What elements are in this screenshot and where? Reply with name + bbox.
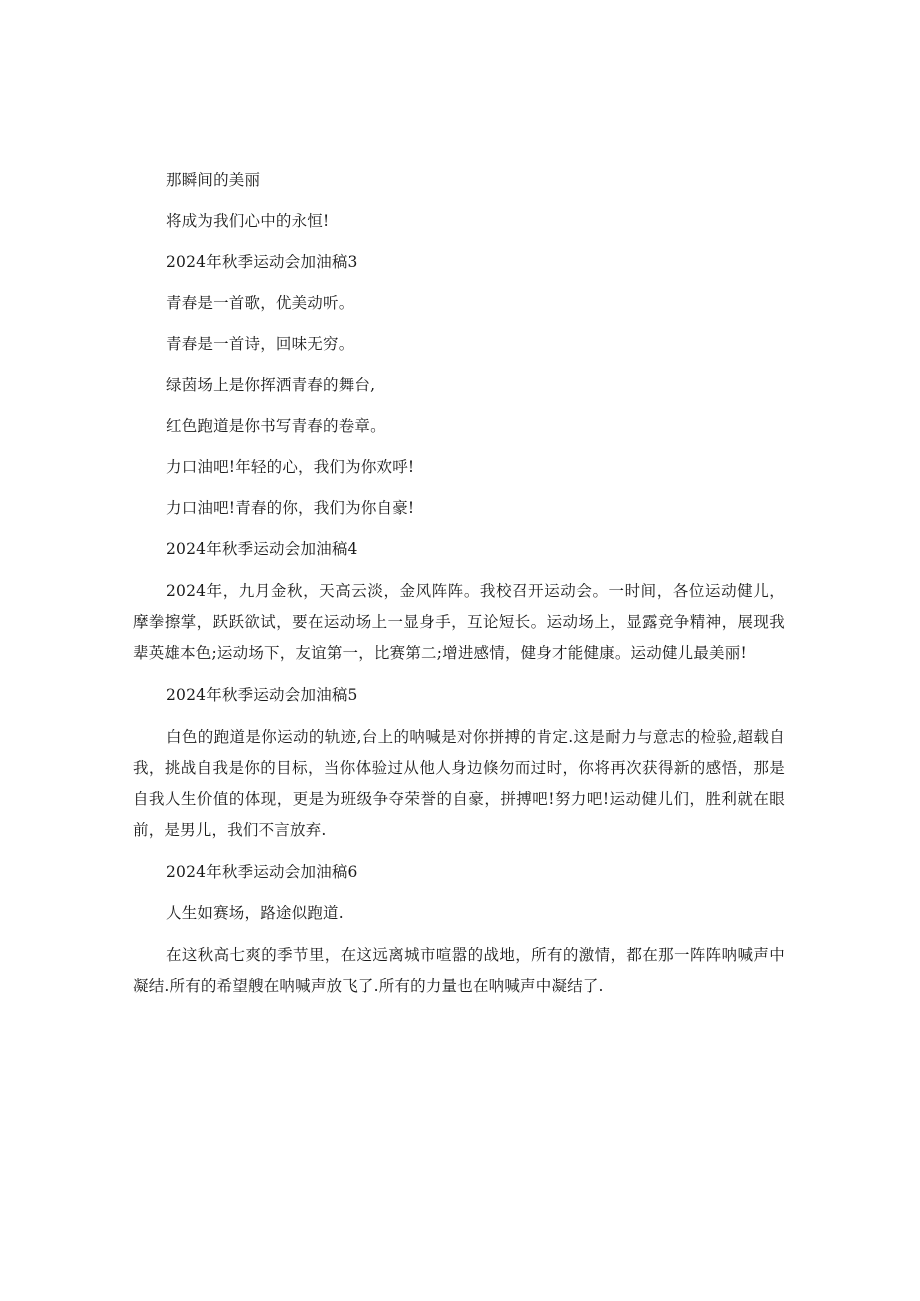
text-line: 力口油吧!年轻的心，我们为你欢呼!	[166, 458, 415, 476]
paragraph: 2024年，九月金秋，天高云淡，金风阵阵。我校召开运动会。一时间，各位运动健儿，摩拳擦掌，跃跃欲试，要在运动场上一显身手，互论短长。运动场上，显露竞争精神，展现我辈英雄本色;运动场下，友谊第一，比赛第二;增进感情，健身才能健康。运动健儿最美丽!	[133, 582, 785, 662]
text-line: 力口油吧!青春的你，我们为你自豪!	[166, 499, 415, 517]
section-heading: 2024年秋季运动会加油稿3	[166, 253, 358, 271]
section-heading: 2024年秋季运动会加油稿6	[166, 863, 358, 881]
paragraph: 在这秋高七爽的季节里，在这远离城市喧嚣的战地，所有的激情，都在那一阵阵呐喊声中凝结.所有的希望艘在呐喊声放飞了.所有的力量也在呐喊声中凝结了.	[133, 946, 785, 995]
paragraph: 白色的跑道是你运动的轨迹,台上的呐喊是对你拼搏的肯定.这是耐力与意志的检验,超载自我，挑战自我是你的目标，当你体验过从他人身边倏勿而过时，你将再次获得新的感悟，那是自我人生价值的体现，更是为班级争夺荣誉的自豪，拼搏吧!努力吧!运动健儿们，胜利就在眼前，是男儿，我们不言放弃.	[133, 728, 785, 839]
text-line: 青春是一首歌，优美动听。	[166, 294, 355, 312]
text-line: 青春是一首诗，回味无穷。	[166, 335, 355, 353]
text-line: 将成为我们心中的永恒!	[166, 212, 330, 230]
section-heading: 2024年秋季运动会加油稿4	[166, 540, 358, 558]
text-line: 人生如赛场，路途似跑道.	[166, 904, 344, 922]
text-line: 绿茵场上是你挥洒青春的舞台,	[166, 376, 376, 394]
text-line: 那瞬间的美丽	[166, 171, 261, 189]
section-heading: 2024年秋季运动会加油稿5	[166, 686, 358, 704]
document-body	[133, 166, 785, 1014]
text-line: 红色跑道是你书写青春的卷章。	[166, 417, 386, 435]
